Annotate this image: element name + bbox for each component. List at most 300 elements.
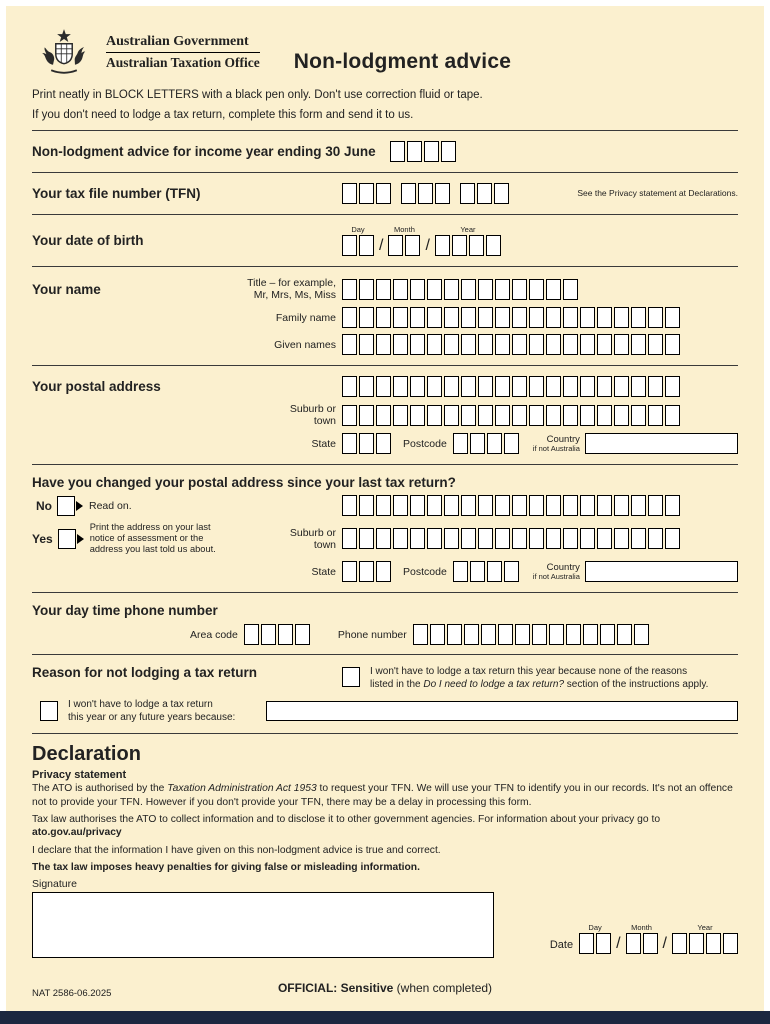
char-box[interactable]	[444, 376, 459, 397]
dob-day-label: Day	[351, 225, 365, 235]
char-box[interactable]	[464, 624, 479, 645]
postal-state-boxes[interactable]	[342, 433, 391, 454]
char-box[interactable]	[359, 307, 374, 328]
tfn-group-3[interactable]	[460, 183, 509, 204]
divider	[32, 654, 738, 655]
char-box[interactable]	[342, 433, 357, 454]
privacy-paragraph-1: The ATO is authorised by the Taxation Administration Act 1953 to request your TFN. We will use your TFN to identify you in our records. It's not an offence not to provide your TFN. However if you don't provide your TFN, there may be a delay in processing this form.	[32, 783, 733, 808]
char-box[interactable]	[461, 376, 476, 397]
char-box[interactable]	[648, 495, 663, 516]
char-box[interactable]	[580, 405, 595, 426]
char-box[interactable]	[504, 561, 519, 582]
char-box[interactable]	[342, 405, 357, 426]
reason-section	[32, 662, 738, 726]
char-box[interactable]	[359, 334, 374, 355]
char-box[interactable]	[529, 334, 544, 355]
char-box[interactable]	[376, 495, 391, 516]
char-box[interactable]	[418, 183, 433, 204]
declaration-section	[32, 741, 738, 958]
char-box[interactable]	[512, 405, 527, 426]
postal-address-boxes[interactable]	[342, 376, 680, 397]
char-box[interactable]	[393, 376, 408, 397]
char-box[interactable]	[529, 405, 544, 426]
changed-postcode-boxes[interactable]	[453, 561, 519, 582]
dob-year-label: Year	[460, 225, 476, 235]
char-box[interactable]	[342, 334, 357, 355]
char-box[interactable]	[495, 495, 510, 516]
char-box[interactable]	[563, 307, 578, 328]
char-box[interactable]	[512, 307, 527, 328]
char-box[interactable]	[614, 307, 629, 328]
char-box[interactable]	[495, 528, 510, 549]
char-box[interactable]	[665, 528, 680, 549]
char-box[interactable]	[461, 307, 476, 328]
postal-suburb-label: Suburb or town	[289, 403, 336, 428]
char-box[interactable]	[410, 495, 425, 516]
char-box[interactable]	[486, 235, 501, 256]
char-box[interactable]	[648, 405, 663, 426]
changed-postcode-label: Postcode	[403, 565, 447, 578]
char-box[interactable]	[495, 307, 510, 328]
penalties-statement: The tax law imposes heavy penalties for giving false or misleading information.	[32, 862, 420, 874]
char-box[interactable]	[631, 307, 646, 328]
given-names-label: Given names	[274, 338, 336, 351]
date-label: Date	[549, 939, 574, 952]
no-label: No	[36, 498, 52, 513]
char-box[interactable]	[689, 933, 704, 954]
char-box[interactable]	[583, 624, 598, 645]
name-label: Your name	[32, 281, 101, 297]
arrow-icon	[76, 501, 83, 511]
char-box[interactable]	[453, 433, 468, 454]
char-box[interactable]	[665, 334, 680, 355]
char-box[interactable]	[424, 141, 439, 162]
char-box[interactable]	[665, 307, 680, 328]
char-box[interactable]	[648, 307, 663, 328]
changed-state-label: State	[311, 565, 336, 578]
char-box[interactable]	[579, 933, 594, 954]
char-box[interactable]	[477, 183, 492, 204]
postal-label: Your postal address	[32, 379, 161, 395]
form-title: Non-lodgment advice	[293, 50, 512, 73]
char-box[interactable]	[648, 528, 663, 549]
char-box[interactable]	[617, 624, 632, 645]
char-box[interactable]	[342, 495, 357, 516]
char-box[interactable]	[393, 279, 408, 300]
header	[32, 28, 738, 76]
char-box[interactable]	[410, 528, 425, 549]
char-box[interactable]	[643, 933, 658, 954]
char-box[interactable]	[546, 376, 561, 397]
char-box[interactable]	[478, 528, 493, 549]
char-box[interactable]	[441, 141, 456, 162]
char-box[interactable]	[706, 933, 721, 954]
tfn-group-2[interactable]	[401, 183, 450, 204]
phone-number-label: Phone number	[337, 628, 407, 641]
char-box[interactable]	[672, 933, 687, 954]
changed-country-label: Country if not Australia	[532, 561, 580, 581]
char-box[interactable]	[478, 279, 493, 300]
char-box[interactable]	[410, 307, 425, 328]
dob-row	[32, 222, 738, 259]
char-box[interactable]	[390, 141, 405, 162]
char-box[interactable]	[529, 279, 544, 300]
phone-number-boxes[interactable]	[413, 624, 649, 645]
changed-address-question: Have you changed your postal address since your last tax return?	[32, 475, 456, 491]
postal-postcode-boxes[interactable]	[453, 433, 519, 454]
char-box[interactable]	[478, 376, 493, 397]
char-box[interactable]	[444, 528, 459, 549]
char-box[interactable]	[410, 376, 425, 397]
char-box[interactable]	[566, 624, 581, 645]
divider	[32, 130, 738, 131]
char-box[interactable]	[614, 528, 629, 549]
char-box[interactable]	[532, 624, 547, 645]
char-box[interactable]	[427, 307, 442, 328]
char-box[interactable]	[596, 933, 611, 954]
char-box[interactable]	[512, 495, 527, 516]
char-box[interactable]	[614, 334, 629, 355]
char-box[interactable]	[376, 433, 391, 454]
char-box[interactable]	[478, 307, 493, 328]
char-box[interactable]	[393, 307, 408, 328]
postal-country-label: Country if not Australia	[532, 433, 580, 453]
char-box[interactable]	[410, 279, 425, 300]
char-box[interactable]	[631, 528, 646, 549]
char-box[interactable]	[665, 376, 680, 397]
char-box[interactable]	[410, 334, 425, 355]
char-box[interactable]	[342, 376, 357, 397]
char-box[interactable]	[444, 495, 459, 516]
char-box[interactable]	[376, 183, 391, 204]
char-box[interactable]	[413, 624, 428, 645]
char-box[interactable]	[631, 376, 646, 397]
changed-address-section	[32, 472, 738, 585]
tfn-row	[32, 180, 738, 207]
area-code-boxes[interactable]	[244, 624, 310, 645]
postal-address-section	[32, 373, 738, 457]
char-box[interactable]	[470, 561, 485, 582]
char-box[interactable]	[376, 405, 391, 426]
char-box[interactable]	[665, 495, 680, 516]
reason-future-years-text: I won't have to lodge a tax return this year or any future years because:	[68, 699, 236, 724]
char-box[interactable]	[563, 495, 578, 516]
char-box[interactable]	[359, 561, 374, 582]
char-box[interactable]	[614, 376, 629, 397]
slash: /	[616, 935, 621, 953]
tfn-label: Your tax file number (TFN)	[32, 186, 201, 202]
char-box[interactable]	[376, 307, 391, 328]
yes-checkbox[interactable]	[58, 529, 76, 549]
postal-suburb-boxes[interactable]	[342, 405, 680, 426]
char-box[interactable]	[244, 624, 259, 645]
char-box[interactable]	[393, 405, 408, 426]
divider	[32, 365, 738, 366]
char-box[interactable]	[388, 235, 403, 256]
changed-country-input[interactable]	[585, 561, 738, 582]
privacy-paragraph-2: Tax law authorises the ATO to collect information and to disclose it to other government agencies. For information about your privacy go to ato.gov.au/privacy	[32, 813, 661, 839]
changed-suburb-label: Suburb or town	[289, 526, 336, 551]
char-box[interactable]	[580, 495, 595, 516]
char-box[interactable]	[546, 307, 561, 328]
changed-suburb-boxes[interactable]	[342, 528, 680, 549]
char-box[interactable]	[461, 405, 476, 426]
char-box[interactable]	[435, 235, 450, 256]
char-box[interactable]	[470, 433, 485, 454]
date-year-label: Year	[697, 923, 713, 933]
given-names-boxes[interactable]	[342, 334, 680, 355]
name-section	[32, 274, 738, 358]
char-box[interactable]	[563, 334, 578, 355]
char-box[interactable]	[512, 279, 527, 300]
char-box[interactable]	[495, 405, 510, 426]
char-box[interactable]	[723, 933, 738, 954]
char-box[interactable]	[529, 307, 544, 328]
instructions-line-1: Print neatly in BLOCK LETTERS with a black pen only. Don't use correction fluid or tape.	[32, 89, 483, 101]
dob-month-boxes[interactable]	[388, 235, 420, 256]
char-box[interactable]	[515, 624, 530, 645]
postal-country-input[interactable]	[585, 433, 738, 454]
char-box[interactable]	[427, 279, 442, 300]
char-box[interactable]	[359, 433, 374, 454]
char-box[interactable]	[597, 405, 612, 426]
char-box[interactable]	[580, 376, 595, 397]
char-box[interactable]	[452, 235, 467, 256]
char-box[interactable]	[453, 561, 468, 582]
declare-statement: I declare that the information I have given on this non-lodgment advice is true and correct.	[32, 844, 441, 856]
char-box[interactable]	[427, 405, 442, 426]
char-box[interactable]	[376, 334, 391, 355]
char-box[interactable]	[427, 495, 442, 516]
char-box[interactable]	[261, 624, 276, 645]
phone-label: Your day time phone number	[32, 603, 218, 619]
char-box[interactable]	[512, 376, 527, 397]
char-box[interactable]	[563, 279, 578, 300]
char-box[interactable]	[597, 376, 612, 397]
dob-year-boxes[interactable]	[435, 235, 501, 256]
char-box[interactable]	[529, 495, 544, 516]
char-box[interactable]	[529, 528, 544, 549]
char-box[interactable]	[648, 376, 663, 397]
char-box[interactable]	[427, 334, 442, 355]
char-box[interactable]	[359, 279, 374, 300]
char-box[interactable]	[481, 624, 496, 645]
date-month-label: Month	[631, 923, 652, 933]
name-title-label: Title – for example, Mr, Mrs, Ms, Miss	[247, 277, 336, 302]
reason-this-year-text: I won't have to lodge a tax return this year because none of the reasons listed in the Do I need to lodge a tax return? section of the instructions apply.	[370, 666, 709, 691]
char-box[interactable]	[614, 495, 629, 516]
divider	[32, 172, 738, 173]
char-box[interactable]	[342, 561, 357, 582]
no-checkbox[interactable]	[57, 496, 75, 516]
char-box[interactable]	[359, 495, 374, 516]
char-box[interactable]	[461, 495, 476, 516]
char-box[interactable]	[461, 279, 476, 300]
footer	[32, 977, 738, 1005]
char-box[interactable]	[631, 495, 646, 516]
char-box[interactable]	[427, 376, 442, 397]
char-box[interactable]	[529, 376, 544, 397]
char-box[interactable]	[597, 334, 612, 355]
char-box[interactable]	[444, 405, 459, 426]
char-box[interactable]	[597, 528, 612, 549]
income-year-boxes[interactable]	[390, 141, 456, 162]
char-box[interactable]	[393, 528, 408, 549]
privacy-link: ato.gov.au/privacy	[32, 827, 122, 839]
char-box[interactable]	[342, 279, 357, 300]
official-sensitive-marking: OFFICIAL: Sensitive (when completed)	[277, 981, 493, 995]
char-box[interactable]	[359, 183, 374, 204]
date-month-boxes[interactable]	[626, 933, 658, 954]
changed-address-boxes[interactable]	[342, 495, 680, 516]
reason-text-input[interactable]	[266, 701, 738, 721]
char-box[interactable]	[648, 334, 663, 355]
char-box[interactable]	[461, 528, 476, 549]
char-box[interactable]	[580, 307, 595, 328]
signature-label: Signature	[32, 878, 77, 891]
char-box[interactable]	[478, 405, 493, 426]
char-box[interactable]	[626, 933, 641, 954]
char-box[interactable]	[376, 279, 391, 300]
phone-section	[32, 600, 738, 647]
changed-state-boxes[interactable]	[342, 561, 391, 582]
char-box[interactable]	[376, 376, 391, 397]
divider	[32, 214, 738, 215]
char-box[interactable]	[393, 334, 408, 355]
coat-of-arms-icon	[32, 28, 96, 76]
char-box[interactable]	[498, 624, 513, 645]
char-box[interactable]	[376, 561, 391, 582]
char-box[interactable]	[546, 334, 561, 355]
char-box[interactable]	[376, 528, 391, 549]
dob-day-boxes[interactable]	[342, 235, 374, 256]
char-box[interactable]	[563, 528, 578, 549]
char-box[interactable]	[597, 307, 612, 328]
family-name-boxes[interactable]	[342, 307, 680, 328]
date-year-boxes[interactable]	[672, 933, 738, 954]
char-box[interactable]	[634, 624, 649, 645]
char-box[interactable]	[469, 235, 484, 256]
char-box[interactable]	[495, 334, 510, 355]
family-name-label: Family name	[275, 311, 336, 324]
signature-box[interactable]	[32, 892, 494, 958]
reason-this-year-checkbox[interactable]	[342, 667, 360, 687]
date-day-boxes[interactable]	[579, 933, 611, 954]
arrow-icon	[77, 534, 84, 544]
gov-line-2: Australian Taxation Office	[106, 54, 260, 70]
char-box[interactable]	[495, 376, 510, 397]
char-box[interactable]	[495, 279, 510, 300]
char-box[interactable]	[444, 334, 459, 355]
char-box[interactable]	[580, 528, 595, 549]
page-bottom-bar	[0, 1011, 770, 1024]
reason-label: Reason for not lodging a tax return	[32, 665, 258, 681]
slash: /	[379, 237, 384, 255]
char-box[interactable]	[546, 528, 561, 549]
char-box[interactable]	[342, 528, 357, 549]
char-box[interactable]	[512, 528, 527, 549]
yes-label: Yes	[32, 531, 53, 546]
char-box[interactable]	[427, 528, 442, 549]
char-box[interactable]	[549, 624, 564, 645]
yes-text: Print the address on your last notice of assessment or the address you last told us about.	[89, 522, 216, 555]
nat-number: NAT 2586-06.2025	[32, 988, 112, 999]
char-box[interactable]	[359, 235, 374, 256]
char-box[interactable]	[563, 405, 578, 426]
char-box[interactable]	[401, 183, 416, 204]
char-box[interactable]	[580, 334, 595, 355]
char-box[interactable]	[278, 624, 293, 645]
declaration-title: Declaration	[32, 743, 141, 766]
char-box[interactable]	[295, 624, 310, 645]
date-day-label: Day	[588, 923, 602, 933]
char-box[interactable]	[546, 405, 561, 426]
income-year-row	[32, 138, 738, 165]
tfn-group-1[interactable]	[342, 183, 391, 204]
char-box[interactable]	[460, 183, 475, 204]
char-box[interactable]	[614, 405, 629, 426]
privacy-statement-heading: Privacy statement	[32, 769, 127, 782]
char-box[interactable]	[435, 183, 450, 204]
char-box[interactable]	[444, 307, 459, 328]
char-box[interactable]	[405, 235, 420, 256]
dob-month-label: Month	[394, 225, 415, 235]
char-box[interactable]	[546, 279, 561, 300]
char-box[interactable]	[600, 624, 615, 645]
char-box[interactable]	[444, 279, 459, 300]
char-box[interactable]	[478, 334, 493, 355]
income-year-label: Non-lodgment advice for income year ending 30 June	[32, 144, 376, 160]
char-box[interactable]	[342, 307, 357, 328]
char-box[interactable]	[563, 376, 578, 397]
tfn-privacy-note: See the Privacy statement at Declarations.	[577, 188, 738, 199]
char-box[interactable]	[407, 141, 422, 162]
char-box[interactable]	[512, 334, 527, 355]
char-box[interactable]	[494, 183, 509, 204]
char-box[interactable]	[504, 433, 519, 454]
divider	[32, 464, 738, 465]
char-box[interactable]	[447, 624, 462, 645]
char-box[interactable]	[342, 235, 357, 256]
char-box[interactable]	[631, 405, 646, 426]
char-box[interactable]	[487, 561, 502, 582]
slash: /	[662, 935, 667, 953]
char-box[interactable]	[546, 495, 561, 516]
reason-future-years-checkbox[interactable]	[40, 701, 58, 721]
char-box[interactable]	[359, 528, 374, 549]
char-box[interactable]	[487, 433, 502, 454]
char-box[interactable]	[359, 405, 374, 426]
postal-postcode-label: Postcode	[403, 437, 447, 450]
char-box[interactable]	[430, 624, 445, 645]
char-box[interactable]	[631, 334, 646, 355]
char-box[interactable]	[461, 334, 476, 355]
gov-line-1: Australian Government	[106, 34, 260, 53]
postal-state-label: State	[311, 437, 336, 450]
slash: /	[425, 237, 430, 255]
char-box[interactable]	[342, 183, 357, 204]
char-box[interactable]	[393, 495, 408, 516]
divider	[32, 592, 738, 593]
char-box[interactable]	[597, 495, 612, 516]
char-box[interactable]	[359, 376, 374, 397]
no-text: Read on.	[89, 499, 132, 512]
char-box[interactable]	[478, 495, 493, 516]
char-box[interactable]	[665, 405, 680, 426]
form-page	[6, 6, 764, 1011]
name-title-boxes[interactable]	[342, 279, 578, 300]
char-box[interactable]	[410, 405, 425, 426]
